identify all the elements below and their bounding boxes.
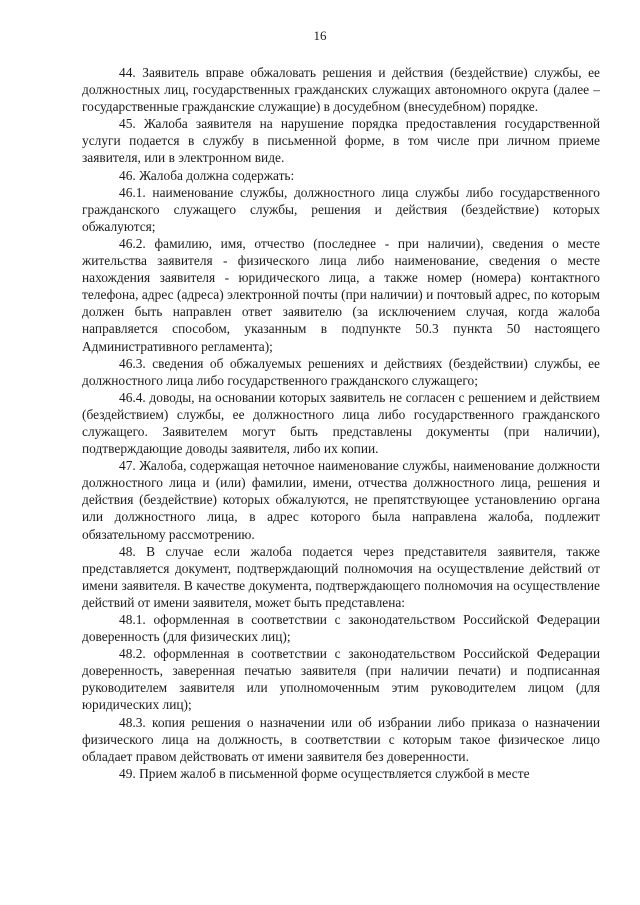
paragraph-48-2: 48.2. оформленная в соответствии с законодательством Российской Федерации доверенность, заверенная печатью заявителя (при наличии печати) и подписанная руководителем заявителя или уполномоченным этим руководителем лицом (для юридических лиц); [82,646,600,713]
paragraph-47: 47. Жалоба, содержащая неточное наименование службы, наименование должности должностного лица и (или) фамилии, имени, отчества должностного лица, решения и действия (бездействие) которых обжалуются, не препятствующее установлению органа или должностного лица, в адрес которого была направлена жалоба, подлежит обязательному рассмотрению. [82,458,600,542]
paragraph-44: 44. Заявитель вправе обжаловать решения и действия (бездействие) службы, ее должностных лиц, государственных гражданских служащих автономного округа (далее – государственные гражданские служащие) в досудебном (внесудебном) порядке. [82,65,600,115]
paragraph-46: 46. Жалоба должна содержать: [119,167,295,183]
paragraph-48: 48. В случае если жалоба подается через представителя заявителя, также представляется документ, подтверждающий полномочия на осуществление действий от имени заявителя. В качестве документа, подтверждающего полномочия на осуществление действий от имени заявителя, может быть представлена: [82,543,600,610]
paragraph-46-1: 46.1. наименование службы, должностного лица службы либо государственного гражданского служащего службы, решения и действия (бездействие) которых обжалуются; [82,184,600,234]
page-number: 16 [313,28,327,43]
paragraph-46-3: 46.3. сведения об обжалуемых решениях и действиях (бездействии) службы, ее должностного лица либо государственного гражданского служащего; [82,355,600,388]
document-body [82,64,600,782]
paragraph-46-4: 46.4. доводы, на основании которых заявитель не согласен с решением и действием (бездействием) службы, ее должностного лица либо государственного гражданского служащего. Заявителем могут быть представлены документы (при наличии), подтверждающие доводы заявителя, либо их копии. [82,389,600,457]
paragraph-48-3: 48.3. копия решения о назначении или об избрании либо приказа о назначении физического лица на должность, в соответствии с которым такое физическое лицо обладает правом действовать от имени заявителя без доверенности. [82,714,600,764]
paragraph-46-2: 46.2. фамилию, имя, отчество (последнее - при наличии), сведения о месте жительства заявителя - физического лица либо наименование, сведения о месте нахождения заявителя - юридического лица, а также номер (номера) контактного телефона, адрес (адреса) электронной почты (при наличии) и почтовый адрес, по которым должен быть направлен ответ заявителю (за исключением случая, когда жалоба направляется способом, указанным в подпункте 50.3 пункта 50 настоящего Административного регламента); [82,235,600,354]
paragraph-45: 45. Жалоба заявителя на нарушение порядка предоставления государственной услуги подается в службу в письменной форме, в том числе при личном приеме заявителя, или в электронном виде. [82,116,600,166]
paragraph-48-1: 48.1. оформленная в соответствии с законодательством Российской Федерации доверенность (для физических лиц); [82,612,600,645]
paragraph-49: 49. Прием жалоб в письменной форме осуществляется службой в месте [119,765,530,781]
